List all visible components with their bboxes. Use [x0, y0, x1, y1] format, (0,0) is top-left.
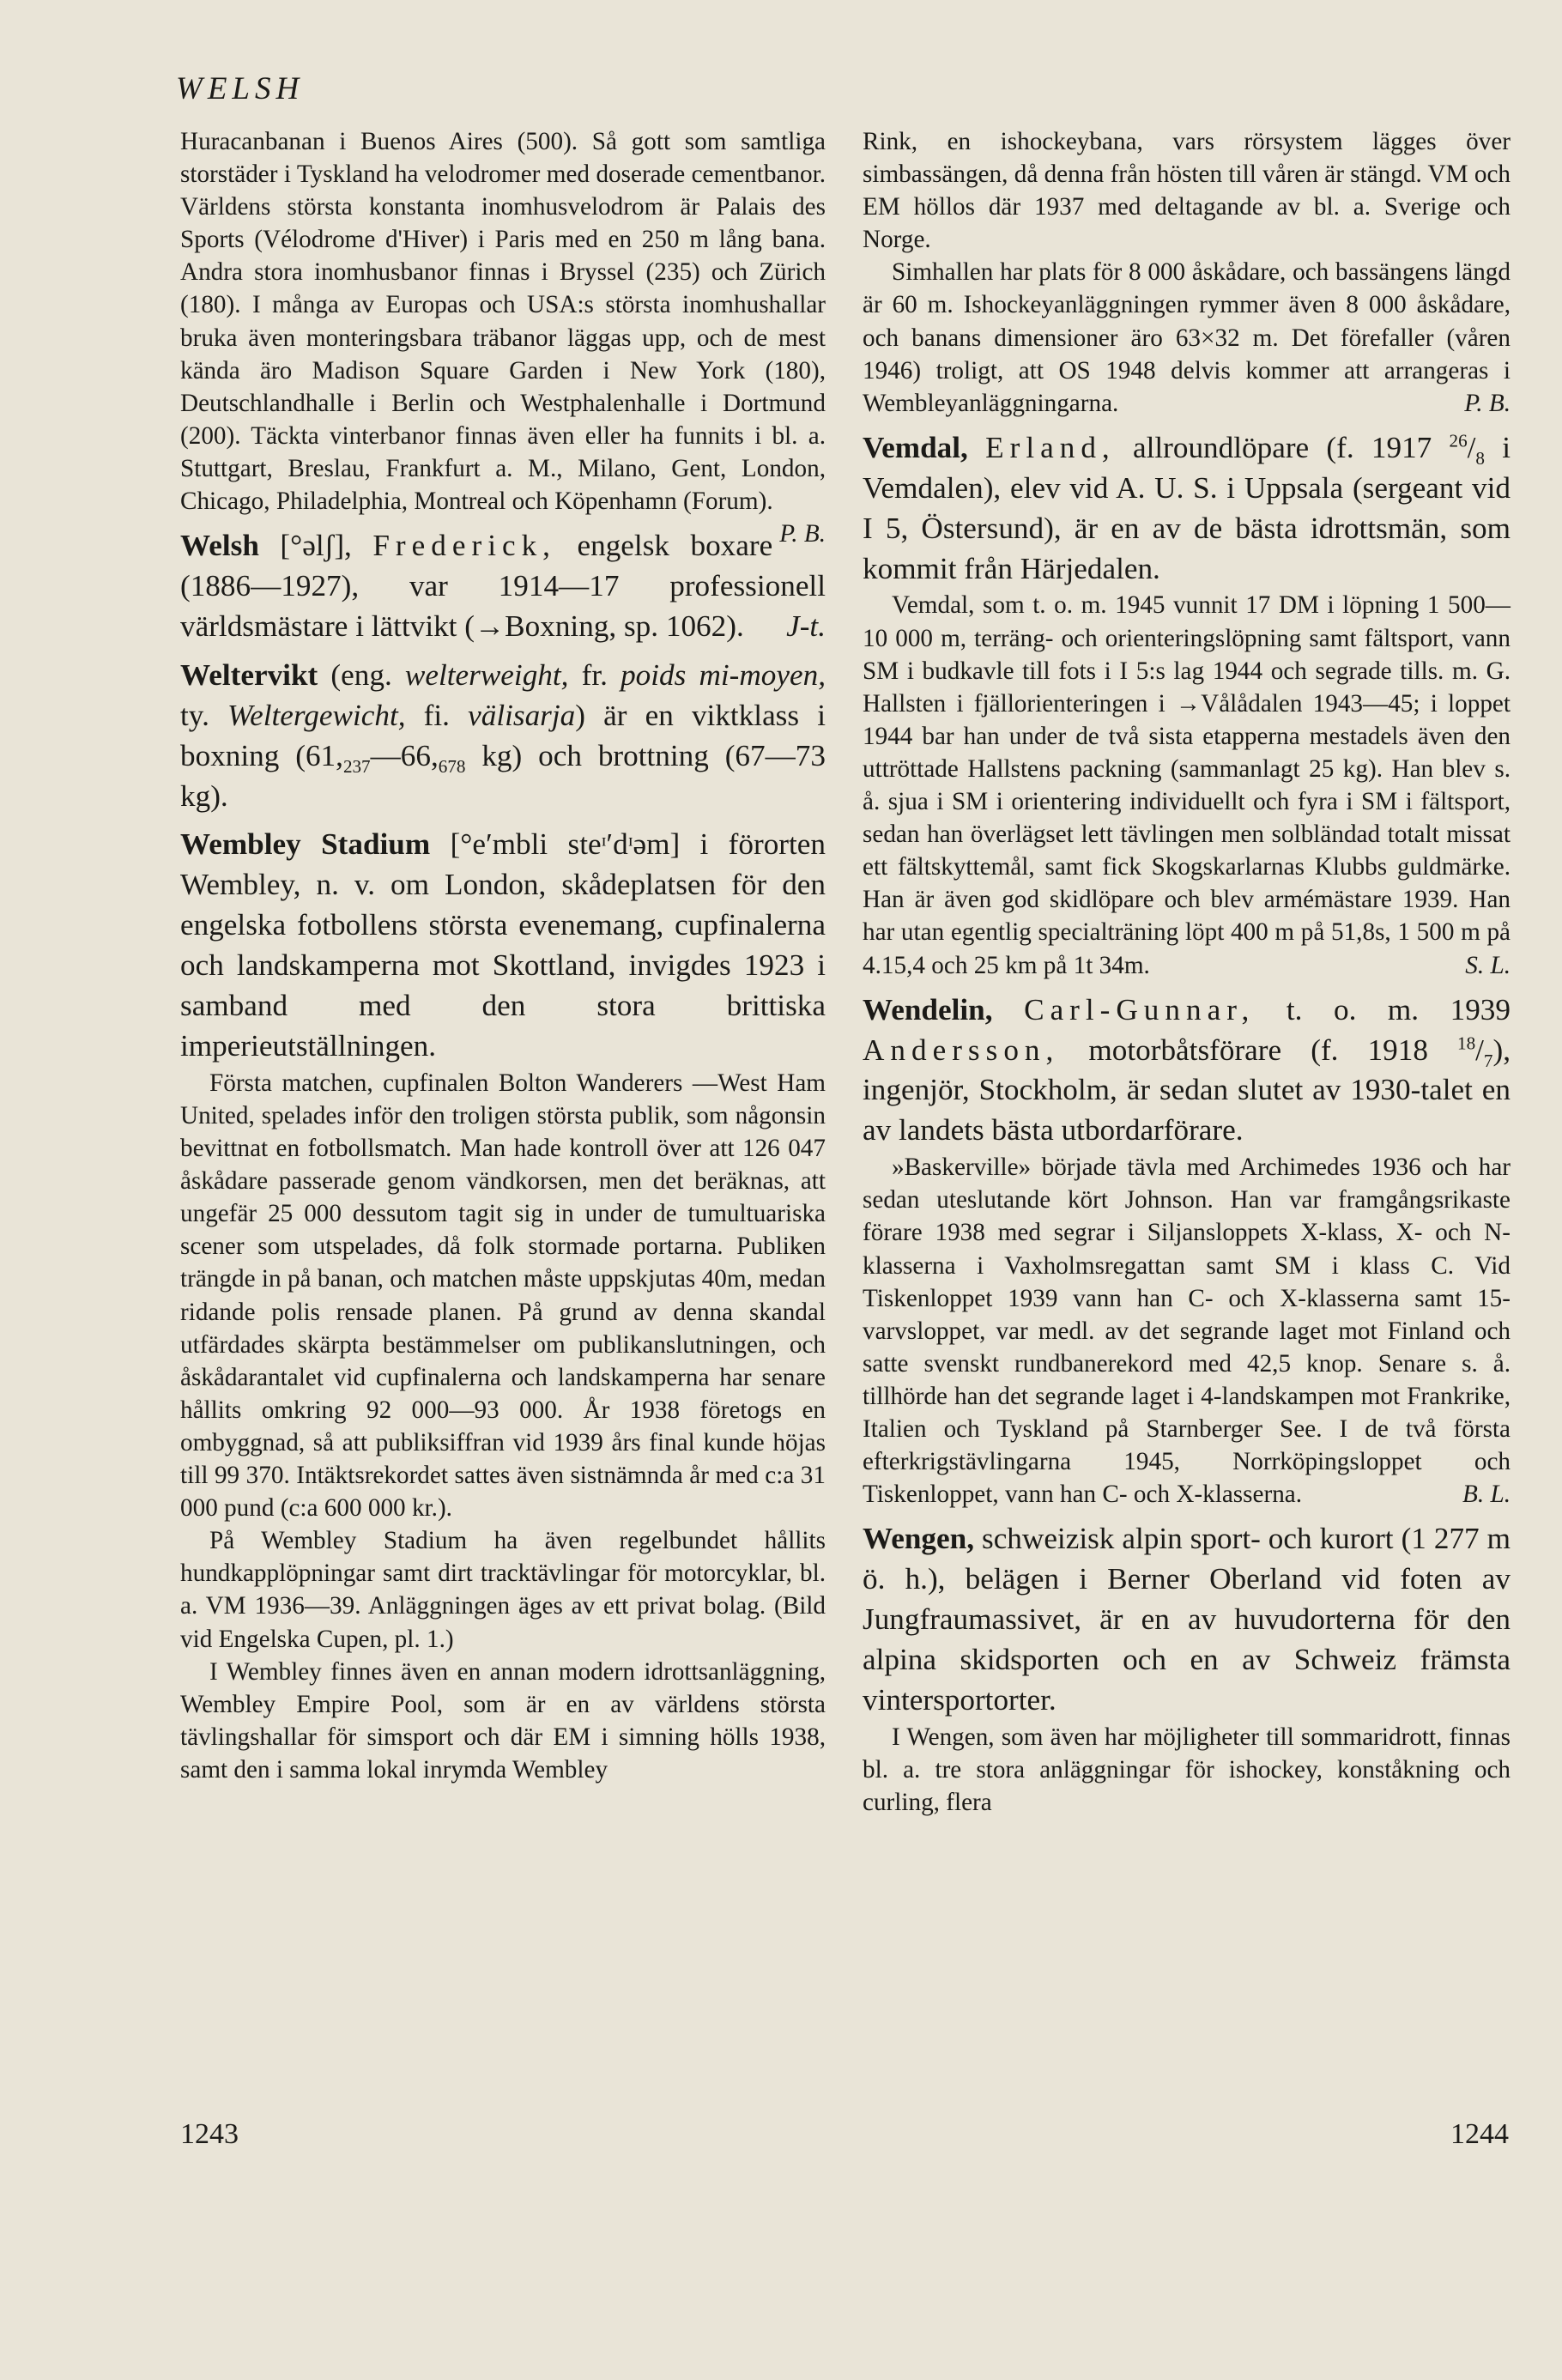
entry-vemdal — [863, 428, 1511, 982]
headword-wendelin: Wendelin, — [863, 992, 993, 1026]
author-signature: B. L. — [1462, 1481, 1511, 1509]
entry-welsh — [180, 526, 826, 647]
decimal-digits: 678 — [438, 755, 466, 777]
author-signature: P. B. — [1464, 389, 1511, 417]
term-english: welterweight, — [404, 657, 569, 692]
entry-text: fr. — [568, 657, 621, 692]
entry-paragraph: I Wengen, som även har möjligheter till sommaridrott, finnas bl. a. tre stora anläggningar för ishockey, konståkning och curling, flera — [863, 1723, 1511, 1816]
birth-day: 26 — [1449, 430, 1468, 451]
entry-text: —66, — [370, 738, 439, 772]
entry-text: fi. — [405, 698, 469, 732]
term-finnish: välisarja — [468, 698, 576, 732]
entry-text: / — [1467, 430, 1476, 464]
entry-text: kg) och brottning (67—73 kg). — [180, 738, 826, 813]
entry-weltervikt — [180, 656, 826, 817]
entry-paragraph: På Wembley Stadium ha även regelbundet hållits hundkapplöpningar samt dirt tracktävlingar för motorcyklar, bl. a. VM 1936—39. Anläggningen äges av ett privat bolag. (Bild vid Engelska Cupen, pl. 1.) — [180, 1527, 826, 1653]
entry-paragraph: Första matchen, cupfinalen Bolton Wanderers —West Ham United, spelades inför den troligen största publik, som någonsin bevittnat en fotbollsmatch. Man hade kontroll över att 126 047 åskådare passerade genom vändkorsen, men det beräknas, att ungefär 25 000 dessutom tagit sig in under de tumultuariska scener som utspelades, då folk stormade portarna. Publiken trängde in på banan, och matchen måste uppskjutas 40m, medan ridande polis rensade planen. På grund av denna skandal utfärdades skärpta bestämmelser om publikanslutningen, och åskådarantalet vid cupfinalerna och landskamperna har senare hållits omkring 92 000—93 000. År 1938 företogs en ombyggnad, så att publiksiffran vid 1939 års final kunde höjas till 99 370. Intäktsrekordet sattes även sistnämnda år med c:a 31 000 pund (c:a 600 000 kr.). — [180, 1069, 826, 1523]
entry-wembley-stadium — [180, 825, 826, 1786]
entry-paragraph: I Wembley finnes även en annan modern idrottsanläggning, Wembley Empire Pool, som är en av världens största tävlingshallar för simsport och där EM i simning hölls 1938, samt den i samma lokal inrymda Wembley — [180, 1657, 826, 1783]
continued-text: Huracanbanan i Buenos Aires (500). Så gott som samtliga storstäder i Tyskland ha velodromer med doserade cementbanor. Världens största konstanta inomhusvelodrom är Palais des Sports (Vélodrome d'Hiver) i Paris med en 250 m lång bana. Andra stora inomhusbanor finnas i Bryssel (235) och Zürich (180). I många av Europas och USA:s största inomhushallar bruka även monteringsbara träbanor läggas upp, och de mest kända äro Madison Square Garden i New York (180), Deutschlandhalle i Berlin och Westphalenhalle i Dortmund (200). Täckta vinterbanor finnas även eller ha funnits i bl. a. Stuttgart, Breslau, Frankfurt a. M., Milano, Gent, London, Chicago, Philadelphia, Montreal och Köpenhamn (Forum). — [180, 128, 826, 516]
entry-text: / — [1475, 1033, 1484, 1067]
entry-text: ty. — [180, 698, 228, 732]
running-title: WELSH — [176, 71, 305, 106]
entry-paragraph: Simhallen har plats för 8 000 åskådare, och bassängens längd är 60 m. Ishockeyanläggningen rymmer även 8 000 åskådare, och banans dimensioner äro 63×32 m. Det förefaller (våren 1946) troligt, att OS 1948 delvis kommer att arrangeras i Wembleyanläggningarna. — [863, 258, 1511, 417]
author-signature: J-t. — [786, 609, 826, 643]
author-signature: S. L. — [1465, 951, 1511, 979]
pronunciation: [°əlʃ], — [280, 529, 352, 563]
entry-text: ), ingenjör, Stockholm, är sedan slutet av 1930-talet en av landets bästa utbordarförare. — [863, 1033, 1511, 1148]
headword-welsh: Welsh — [180, 529, 259, 563]
entry-wengen — [863, 1519, 1511, 1819]
former-surname: Andersson, — [863, 1033, 1060, 1067]
headword-weltervikt: Weltervikt — [180, 657, 318, 692]
entry-text: ) är en viktklass i boxning (61, — [180, 698, 826, 772]
page-number-right: 1244 — [1450, 2118, 1509, 2150]
given-name: Frederick, — [372, 529, 556, 563]
right-column — [863, 125, 1511, 1819]
entry-intro: [°e′mbli steᶦ′dᶦəm] i förorten Wembley, n. v. om London, skådeplatsen för den engelska fotbollens största evenemang, cupfinalerna och landskamperna mot Skottland, invigdes 1923 i samband med den stora brittiska imperieutställningen. — [180, 827, 826, 1063]
entry-text: engelsk boxare (1886—1927), var 1914—17 professionell världsmästare i lättvikt (→Boxning, sp. 1062). — [180, 529, 826, 643]
entry-text: i Vemdalen), elev vid A. U. S. i Uppsala (sergeant vid I 5, Östersund), är en av de bästa idrottsmän, som kommit från Härjedalen. — [863, 430, 1511, 585]
term-german: Weltergewicht, — [227, 698, 406, 732]
given-name: Carl-Gunnar, — [1024, 992, 1256, 1026]
birth-month: 8 — [1475, 447, 1485, 469]
headword-wengen: Wengen, — [863, 1522, 975, 1556]
entry-text: allroundlöpare (f. 1917 — [1115, 430, 1450, 464]
continued-wembley-text — [863, 256, 1511, 419]
entry-wendelin — [863, 990, 1511, 1511]
page-number-left: 1243 — [180, 2118, 239, 2150]
continued-wembley-text: Rink, en ishockeybana, vars rörsystem lägges över simbassängen, då denna från hösten till våren är stängd. VM och EM höllos där 1937 med deltagande av bl. a. Sverige och Norge. — [863, 128, 1511, 254]
left-column — [180, 125, 826, 1786]
entry-text: (eng. — [330, 657, 405, 692]
term-french: poids mi-moyen, — [621, 657, 826, 692]
headword-vemdal: Vemdal, — [863, 430, 968, 464]
entry-paragraph: »Baskerville» började tävla med Archimedes 1936 och har sedan uteslutande kört Johnson. Han var framgångsrikaste förare 1938 med segrar i Siljansloppets X-klass, X- och N-klasserna i Vaxholmsregattan samt SM i klass C. Vid Tiskenloppet 1939 vann han C- och X-klasserna samt 15-varvsloppet, var medl. av det segrande laget mot Finland och satte svenskt rundbanerekord med 42,5 knop. Senare s. å. tillhörde han det segrande laget i 4-landskampen mot Frankrike, Italien och Tyskland på Starnberger See. I de två första efterkrigstävlingarna 1945, Norrköpingsloppet och Tiskenloppet, vann han C- och X-klasserna. — [863, 1154, 1511, 1509]
headword-wembley: Wembley Stadium — [180, 827, 431, 862]
birth-day: 18 — [1457, 1032, 1476, 1053]
author-signature: P. B. — [779, 520, 826, 548]
entry-text: motorbåtsförare (f. 1918 — [1059, 1033, 1458, 1067]
entry-paragraph: Vemdal, som t. o. m. 1945 vunnit 17 DM i löpning 1 500—10 000 m, terräng- och orienteringslöpning samt fältsport, vann SM i budkavle till fots i I 5:s lag 1944 och segrade tills. m. G. Hallsten i fjällorienteringen i →Vålådalen 1943—45; i loppet 1944 bar han under de två sista etapperna mestadels även den uttröttade Hallstens packning (sammanlagt 25 kg). Han blev s. å. sjua i SM i orientering individuellt och fyra i SM i fältsport, sedan han överlägset lett tävlingen men solbländad totalt missat ett fältskyttemål, samt fick Skogskarlarnas Klubbs guldmärke. Han är även god skidlöpare och blev armémästare 1939. Han har utan egentlig specialträning löpt 400 m på 51,8s, 1 500 m på 4.15,4 och 25 km på 1t 34m. — [863, 591, 1511, 979]
given-name: Erland, — [985, 430, 1116, 464]
birth-month: 7 — [1483, 1050, 1493, 1071]
entry-text: t. o. m. 1939 — [1255, 992, 1511, 1026]
decimal-digits: 237 — [342, 755, 371, 777]
entry-text: schweizisk alpin sport- och kurort (1 277 m ö. h.), belägen i Berner Oberland vid foten av Jungfraumassivet, är en av huvudorterna för den alpina skidsporten och en av Schweiz främsta vintersportorter. — [863, 1522, 1511, 1717]
